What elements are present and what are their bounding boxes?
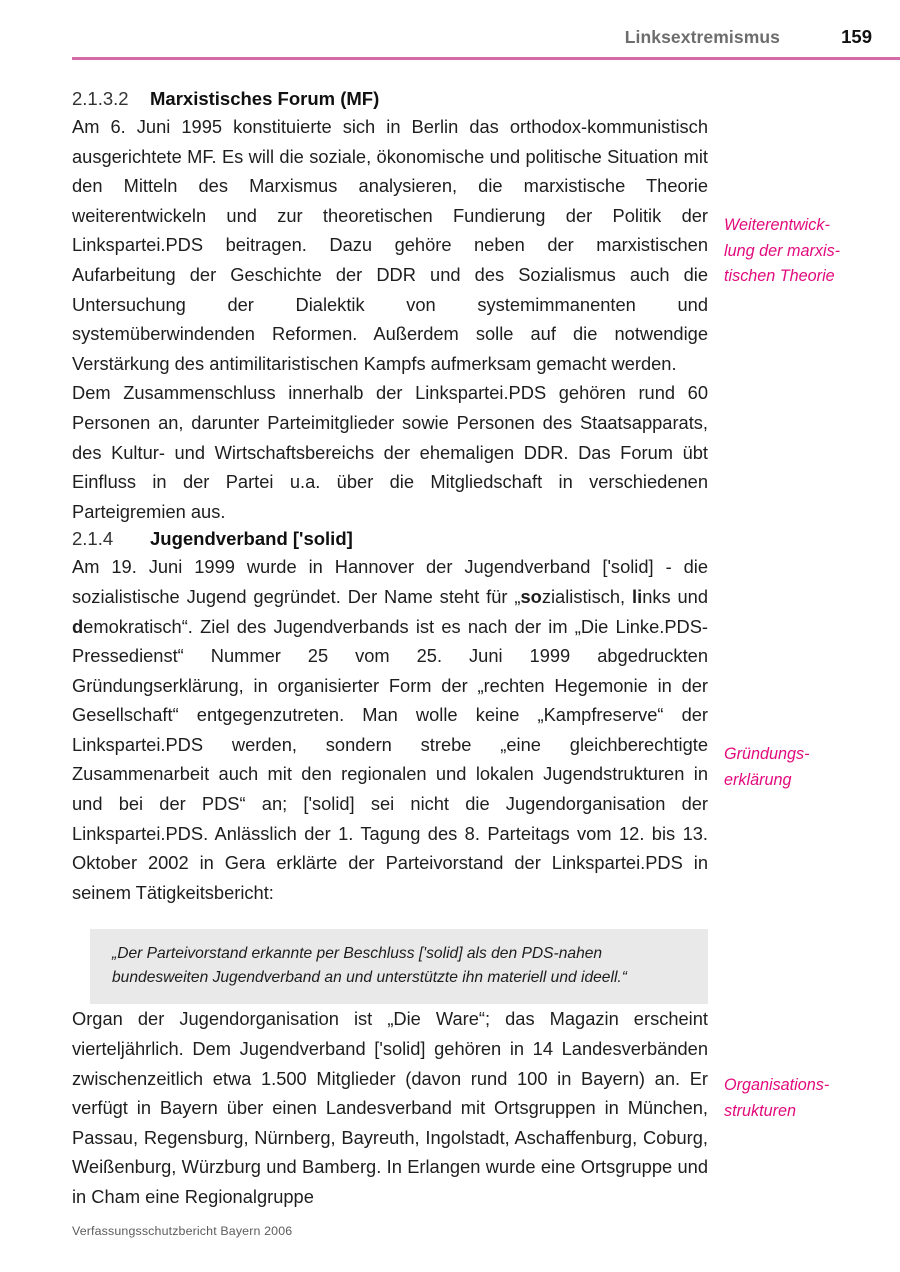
marginal-note-line: strukturen xyxy=(724,1101,796,1120)
text-run: Am 19. Juni 1999 wurde in Hannover der Jugendverband ['solid] - die sozialistische Jugend gegründet. Der Name steht für „ xyxy=(72,556,708,607)
marginal-note-line: tischen Theorie xyxy=(724,267,835,285)
paragraph-solid-organization: Organ der Jugendorganisation ist „Die Ware“; das Magazin erscheint vierteljährlich. Dem Jugendverband ['solid] gehören in 14 Landesverbänden zwischenzeitlich etwa 1.500 Mitglieder (davon rund 100 in Bayern) an. Er verfügt in Bayern über einen Landesverband mit Ortsgruppen in München, Passau, Regensburg, Nürnberg, Bayreuth, Ingolstadt, Aschaffenburg, Coburg, Weißenburg, Würzburg und Bamberg. In Erlangen wurde eine Ortsgruppe und in Cham eine Regionalgruppe xyxy=(72,1008,708,1207)
section-number: 2.1.3.2 xyxy=(72,88,129,109)
quote-block xyxy=(90,929,708,1004)
text-run: nks und xyxy=(642,585,709,607)
section-heading-2-1-3-2 xyxy=(72,86,708,112)
section-heading-2-1-4 xyxy=(72,526,708,552)
running-head-title: Linksextremismus xyxy=(624,27,780,47)
page-number: 159 xyxy=(841,26,872,47)
running-head xyxy=(72,26,872,56)
section-number: 2.1.4 xyxy=(72,528,114,550)
page-footer: Verfassungsschutzbericht Bayern 2006 xyxy=(72,1224,293,1238)
paragraph-solid-founding xyxy=(72,552,708,907)
emphasis-d: d xyxy=(72,615,84,637)
marginal-note-gruendungserklaerung xyxy=(724,742,894,793)
marginal-note-line: Gründungs- xyxy=(724,745,810,763)
section-title: Jugendverband ['solid] xyxy=(150,528,353,550)
paragraph-mf-intro: Am 6. Juni 1995 konstituierte sich in Berlin das orthodox-kommunistisch ausgerichtete MF. Es will die soziale, ökonomische und politische Situation mit den Mitteln des Marxismus analysieren, die marxistische Theorie weiterentwickeln und zur theoretischen Fundierung der Politik der Linkspartei.PDS beitragen. Dazu gehöre neben der marxistischen Aufarbeitung der Geschichte der DDR und des Sozialismus auch die Untersuchung der Dialektik von systemimmanenten und systemüberwindenden Reformen. Außerdem solle auf die notwendige Verstärkung des antimilitaristischen Kampfs aufmerksam gemacht werden. xyxy=(72,116,708,374)
emphasis-so: so xyxy=(520,585,542,607)
emphasis-li: li xyxy=(632,585,643,607)
marginal-note-weiterentwicklung xyxy=(724,213,894,290)
quote-text: „Der Parteivorstand erkannte per Beschluss ['solid] als den PDS-nahen bundesweiten Jugendverband an und unterstützte ihn materiell und ideell.“ xyxy=(112,945,627,987)
text-run: emokratisch“. Ziel des Jugendverbands ist es nach der im „Die Linke.PDS-Pressedienst“ Nummer 25 vom 25. Juni 1999 abgedruckten Gründungserklärung, in organisierter Form der „rechten Hegemonie in der Gesellschaft“ entgegenzutreten. Man wolle keine „Kampfreserve“ der Linkspartei.PDS werden, sondern strebe „eine gleichberechtigte Zusammenarbeit auch mit den regionalen und lokalen Jugendstrukturen in und bei der PDS“ an; ['solid] sei nicht die Jugendorganisation der Linkspartei.PDS. Anlässlich der 1. Tagung des 8. Parteitags vom 12. bis 13. Oktober 2002 in Gera erklärte der Parteivorstand der Linkspartei.PDS in seinem Tätigkeitsbericht: xyxy=(72,615,708,903)
text-run: zialistisch, xyxy=(541,585,633,607)
paragraph-mf-members: Dem Zusammenschluss innerhalb der Linkspartei.PDS gehören rund 60 Personen an, darunter Parteimitglieder sowie Personen des Staatsapparats, des Kultur- und Wirtschaftsbereichs der ehemaligen DDR. Das Forum übt Einfluss in der Partei u.a. über die Mitgliedschaft in verschiedenen Parteigremien aus. xyxy=(72,382,708,522)
section-title: Marxistisches Forum (MF) xyxy=(150,88,380,109)
marginal-note-organisationsstrukturen xyxy=(724,1073,894,1124)
text-column xyxy=(72,86,708,1212)
header-rule xyxy=(72,57,900,60)
marginal-note-line: lung der marxis- xyxy=(724,241,841,260)
marginal-note-line: erklärung xyxy=(724,770,792,789)
marginal-note-line: Organisations- xyxy=(724,1076,830,1094)
marginal-note-line: Weiterentwick- xyxy=(724,216,830,234)
